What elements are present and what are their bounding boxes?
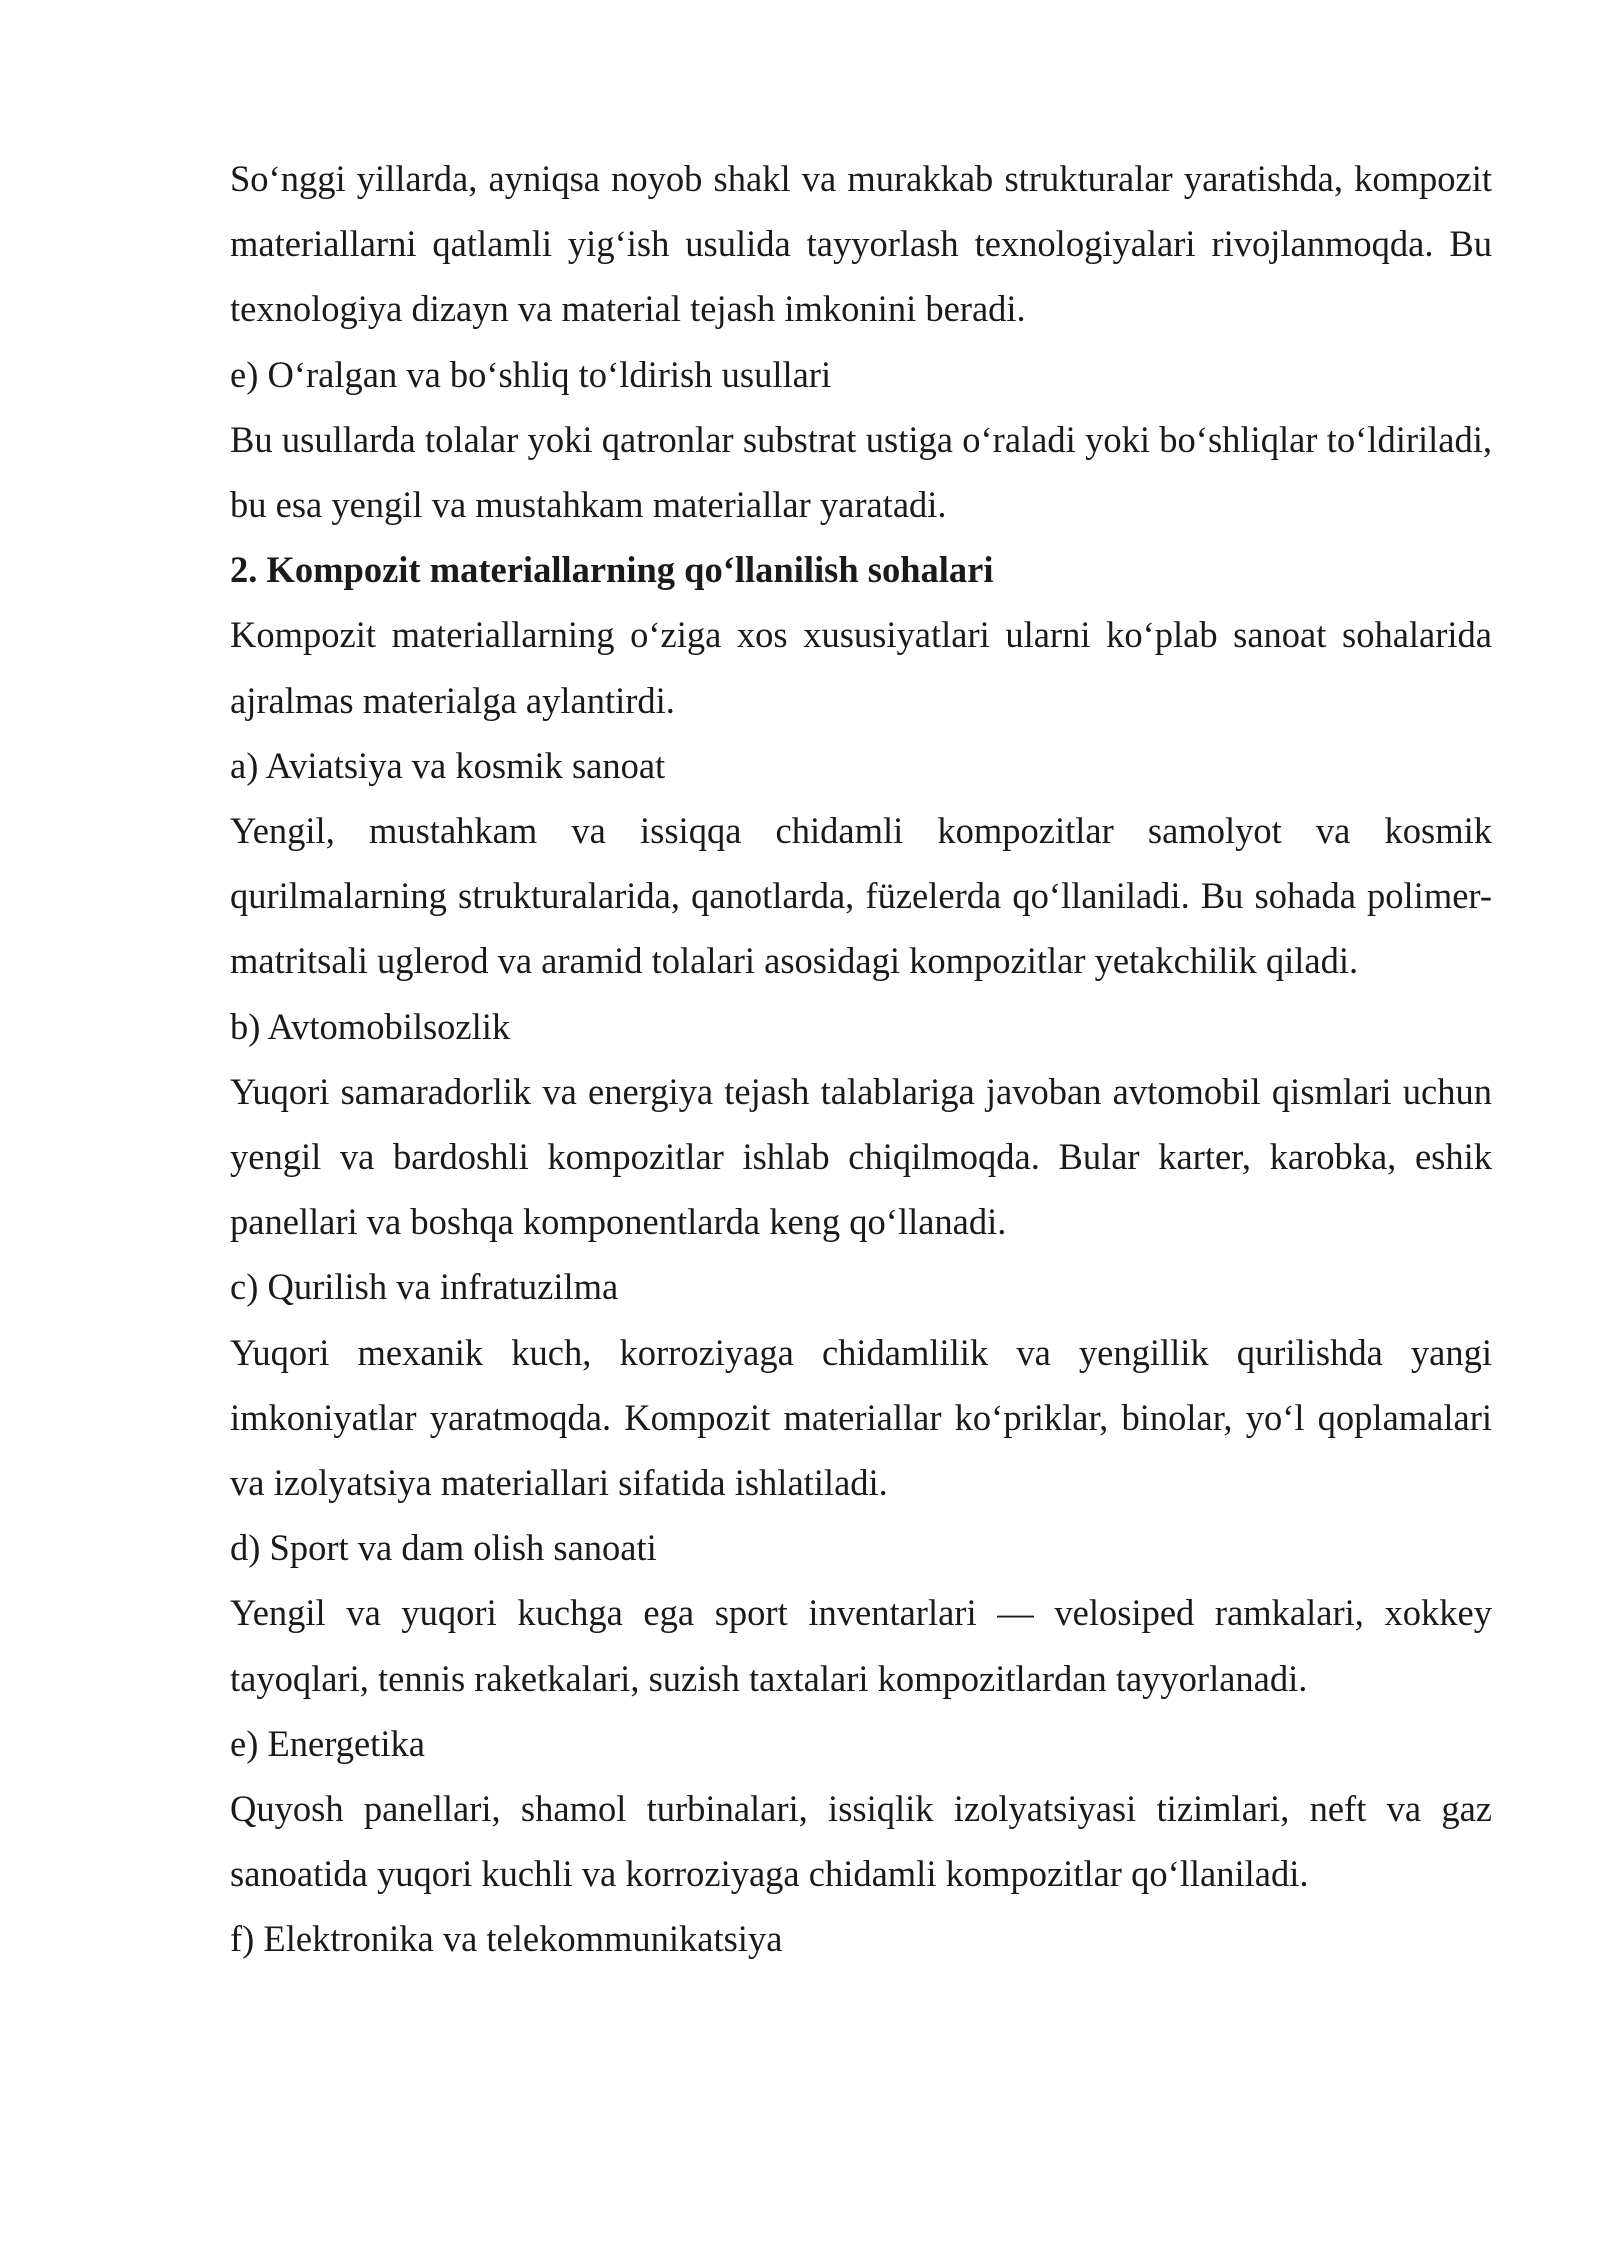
subheading-construction: c) Qurilish va infratuzilma: [230, 1266, 619, 1308]
paragraph-construction: Yuqori mexanik kuch, korroziyaga chidamlilik va yengillik qurilishda yangi imkoniyatlar yaratmoqda. Kompozit materiallar ko‘priklar, binolar, yo‘l qoplamalari va izolyatsiya materiallari sifatida ishlatiladi.: [230, 1331, 1492, 1504]
subheading-wrapping-methods: e) O‘ralgan va bo‘shliq to‘ldirish usullari: [230, 353, 832, 395]
subheading-aviation: a) Aviatsiya va kosmik sanoat: [230, 744, 666, 786]
subheading-sport: d) Sport va dam olish sanoati: [230, 1527, 657, 1569]
section-heading-applications: 2. Kompozit materiallarning qo‘llanilish sohalari: [230, 549, 994, 591]
paragraph-energy: Quyosh panellari, shamol turbinalari, issiqlik izolyatsiyasi tizimlari, neft va gaz sanoatida yuqori kuchli va korroziyaga chidamli kompozitlar qo‘llaniladi.: [230, 1788, 1492, 1895]
subheading-automotive: b) Avtomobilsozlik: [230, 1005, 511, 1047]
subheading-energy: e) Energetika: [230, 1722, 425, 1764]
document-page: [230, 146, 1492, 1972]
paragraph-intro: So‘nggi yillarda, ayniqsa noyob shakl va murakkab strukturalar yaratishda, kompozit materiallarni qatlamli yig‘ish usulida tayyorlash texnologiyalari rivojlanmoqda. Bu texnologiya dizayn va material tejash imkonini beradi.: [230, 158, 1492, 330]
paragraph-aviation: Yengil, mustahkam va issiqqa chidamli kompozitlar samolyot va kosmik qurilmalarning strukturalarida, qanotlarda, füzelerda qo‘llaniladi. Bu sohada polimer-matritsali uglerod va aramid tolalari asosidagi kompozitlar yetakchilik qiladi.: [230, 810, 1492, 982]
paragraph-automotive: Yuqori samaradorlik va energiya tejash talablariga javoban avtomobil qismlari uchun yengil va bardoshli kompozitlar ishlab chiqilmoqda. Bular karter, karobka, eshik panellari va boshqa komponentlarda keng qo‘llanadi.: [230, 1070, 1492, 1243]
subheading-electronics: f) Elektronika va telekommunikatsiya: [230, 1918, 783, 1960]
paragraph-wrapping-methods: Bu usullarda tolalar yoki qatronlar substrat ustiga o‘raladi yoki bo‘shliqlar to‘ldiriladi, bu esa yengil va mustahkam materiallar yaratadi.: [230, 418, 1492, 526]
paragraph-applications-intro: Kompozit materiallarning o‘ziga xos xususiyatlari ularni ko‘plab sanoat sohalarida ajralmas materialga aylantirdi.: [230, 614, 1492, 721]
paragraph-sport: Yengil va yuqori kuchga ega sport inventarlari — velosiped ramkalari, xokkey tayoqlari, tennis raketkalari, suzish taxtalari kompozitlardan tayyorlanadi.: [230, 1592, 1492, 1699]
